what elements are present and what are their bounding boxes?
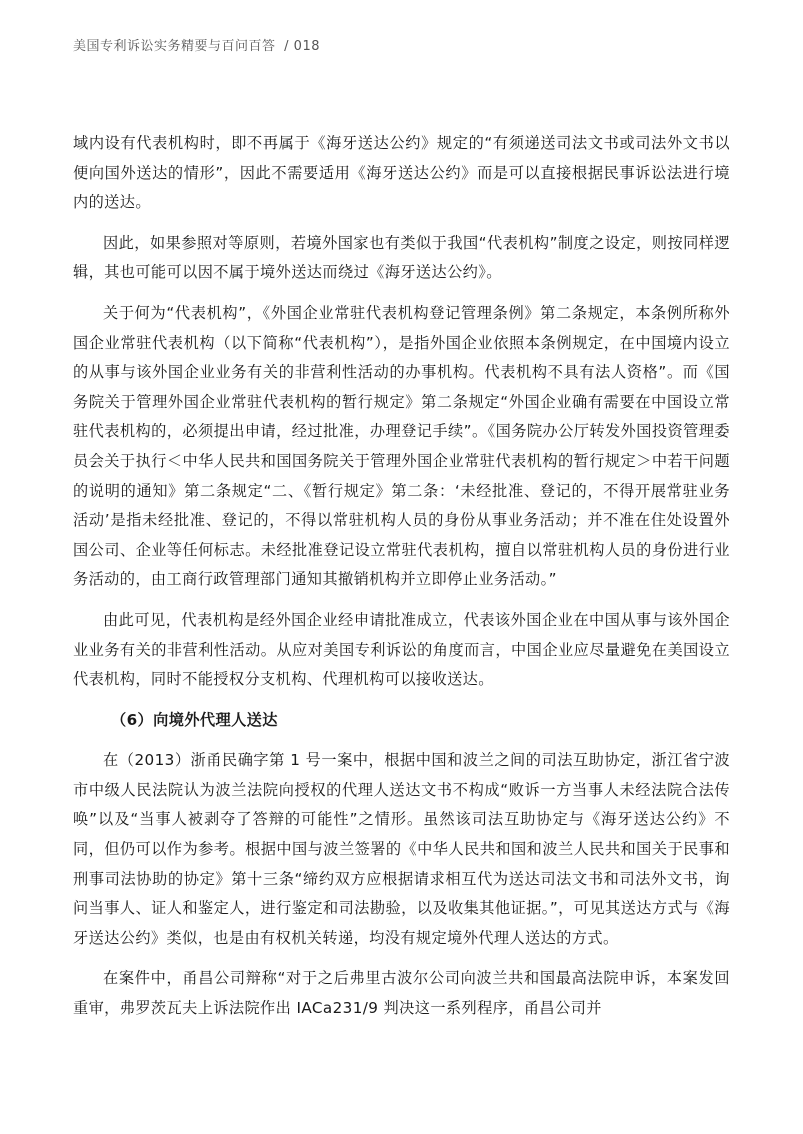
paragraph-3: 关于何为“代表机构”，《外国企业常驻代表机构登记管理条例》第二条规定，本条例所称外国企业常驻代表机构（以下简称“代表机构”），是指外国企业依照本条例规定，在中国境内设立的从事与该外国企业业务有关的非营利性活动的办事机构。代表机构不具有法人资格”。而《国务院关于管理外国企业常驻代表机构的暂行规定》第二条规定“外国企业确有需要在中国设立常驻代表机构的，必须提出申请，经过批准，办理登记手续”。《国务院办公厅转发外国投资管理委员会关于执行＜中华人民共和国国务院关于管理外国企业常驻代表机构的暂行规定＞中若干问题的说明的通知》第二条规定“二、《暂行规定》第二条：‘未经批准、登记的，不得开展常驻业务活动’是指未经批准、登记的，不得以常驻机构人员的身份从事业务活动；并不准在住处设置外国公司、企业等任何标志。未经批准登记设立常驻代表机构，擅自以常驻机构人员的身份进行业务活动的，由工商行政管理部门通知其撤销机构并立即停止业务活动。” bbox=[73, 303, 730, 589]
running-header bbox=[73, 35, 320, 54]
paragraph-2: 因此，如果参照对等原则，若境外国家也有类似于我国“代表机构”制度之设定，则按同样逻辑，其也可能可以因不属于境外送达而绕过《海牙送达公约》。 bbox=[73, 233, 730, 282]
page-number: / 018 bbox=[284, 39, 320, 54]
paragraph-5: 在（2013）浙甬民确字第 1 号一案中，根据中国和波兰之间的司法互助协定，浙江省宁波市中级人民法院认为波兰法院向授权的代理人送达文书不构成“败诉一方当事人未经法院合法传唤”以及“当事人被剥夺了答辩的可能性”之情形。虽然该司法互助协定与《海牙送达公约》不同，但仍可以作为参考。根据中国与波兰签署的《中华人民共和国和波兰人民共和国关于民事和刑事司法协助的协定》第十三条“缔约双方应根据请求相互代为送达司法文书和司法外文书，询问当事人、证人和鉴定人，进行鉴定和司法勘验，以及收集其他证据。”，可见其送达方式与《海牙送达公约》类似，也是由有权机关转递，均没有规定境外代理人送达的方式。 bbox=[73, 751, 730, 947]
section-heading-6: （6）向境外代理人送达 bbox=[111, 710, 278, 729]
book-title: 美国专利诉讼实务精要与百问百答 bbox=[73, 39, 276, 54]
paragraph-4: 由此可见，代表机构是经外国企业经申请批准成立，代表该外国企业在中国从事与该外国企业业务有关的非营利性活动。从应对美国专利诉讼的角度而言，中国企业应尽量避免在美国设立代表机构，同时不能授权分支机构、代理机构可以接收送达。 bbox=[73, 610, 730, 689]
paragraph-1: 域内设有代表机构时，即不再属于《海牙送达公约》规定的“有须递送司法文书或司法外文书以便向国外送达的情形”，因此不需要适用《海牙送达公约》而是可以直接根据民事诉讼法进行境内的送达。 bbox=[73, 134, 730, 212]
paragraph-6: 在案件中，甬昌公司辩称“对于之后弗里古波尔公司向波兰共和国最高法院申诉，本案发回重审，弗罗茨瓦夫上诉法院作出 IACa231/9 判决这一系列程序，甬昌公司并 bbox=[73, 969, 730, 1018]
body-text bbox=[73, 129, 730, 1035]
